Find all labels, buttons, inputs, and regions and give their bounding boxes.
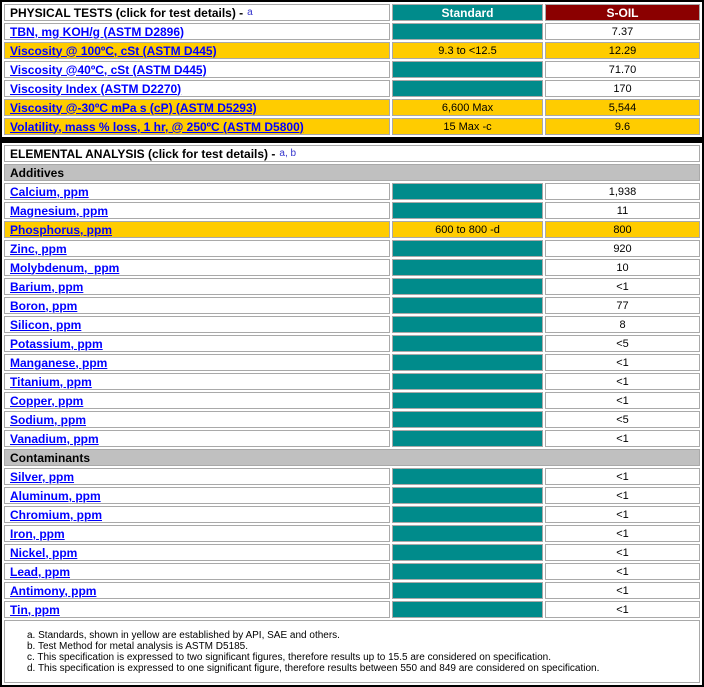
test-link-phosphorus-ppm[interactable]: Phosphorus, ppm xyxy=(10,222,112,237)
table-row xyxy=(4,506,700,523)
test-label-cell xyxy=(4,23,390,40)
test-label-cell xyxy=(4,354,390,371)
elemental-analysis-section xyxy=(4,164,700,618)
table-row xyxy=(4,601,700,618)
physical-tests-section xyxy=(4,23,700,135)
group-header-additives: Additives xyxy=(4,164,700,181)
result-value-cell: 10 xyxy=(545,259,700,276)
standard-filled-cell xyxy=(392,23,543,40)
test-link-viscosity-30-c-mpa-s-cp-astm-d5293[interactable]: Viscosity @-30ºC mPa s (cP) (ASTM D5293) xyxy=(10,100,257,115)
standard-value-cell: 9.3 to <12.5 xyxy=(392,42,543,59)
footnote-a: a. Standards, shown in yellow are established by API, SAE and others. xyxy=(27,630,340,641)
standard-filled-cell xyxy=(392,335,543,352)
test-label-cell xyxy=(4,563,390,580)
test-link-zinc-ppm[interactable]: Zinc, ppm xyxy=(10,241,67,256)
test-link-aluminum-ppm[interactable]: Aluminum, ppm xyxy=(10,488,101,503)
table-row xyxy=(4,392,700,409)
result-value-cell: <1 xyxy=(545,544,700,561)
result-value-cell: <1 xyxy=(545,506,700,523)
test-link-viscosity-40-c-cst-astm-d445[interactable]: Viscosity @40ºC, cSt (ASTM D445) xyxy=(10,62,207,77)
result-value-cell: <1 xyxy=(545,430,700,447)
table-row xyxy=(4,23,700,40)
test-label-cell xyxy=(4,335,390,352)
test-label-cell xyxy=(4,42,390,59)
table-row xyxy=(4,563,700,580)
test-link-tin-ppm[interactable]: Tin, ppm xyxy=(10,602,60,617)
result-value-cell: <1 xyxy=(545,354,700,371)
table-row xyxy=(4,487,700,504)
table-row xyxy=(4,468,700,485)
table-row xyxy=(4,316,700,333)
test-label-cell xyxy=(4,430,390,447)
result-value-cell: 12.29 xyxy=(545,42,700,59)
test-link-manganese-ppm[interactable]: Manganese, ppm xyxy=(10,355,108,370)
standard-filled-cell xyxy=(392,601,543,618)
standard-filled-cell xyxy=(392,259,543,276)
test-link-viscosity-index-astm-d2270[interactable]: Viscosity Index (ASTM D2270) xyxy=(10,81,182,96)
test-link-nickel-ppm[interactable]: Nickel, ppm xyxy=(10,545,78,560)
test-label-cell xyxy=(4,487,390,504)
test-label-cell xyxy=(4,316,390,333)
standard-filled-cell xyxy=(392,202,543,219)
test-label-cell xyxy=(4,61,390,78)
standard-value-cell: 6,600 Max xyxy=(392,99,543,116)
footnotes-block xyxy=(4,620,700,683)
standard-value-cell: 600 to 800 -d xyxy=(392,221,543,238)
result-value-cell: <5 xyxy=(545,335,700,352)
test-label-cell xyxy=(4,202,390,219)
result-value-cell: 71.70 xyxy=(545,61,700,78)
test-link-silicon-ppm[interactable]: Silicon, ppm xyxy=(10,317,82,332)
elemental-header-row xyxy=(4,145,700,162)
test-link-chromium-ppm[interactable]: Chromium, ppm xyxy=(10,507,102,522)
result-value-cell: 7.37 xyxy=(545,23,700,40)
group-header-row xyxy=(4,449,700,466)
table-row xyxy=(4,221,700,238)
test-link-sodium-ppm[interactable]: Sodium, ppm xyxy=(10,412,86,427)
standard-filled-cell xyxy=(392,411,543,428)
standard-filled-cell xyxy=(392,297,543,314)
test-link-potassium-ppm[interactable]: Potassium, ppm xyxy=(10,336,103,351)
standard-value-cell: 15 Max -c xyxy=(392,118,543,135)
table-row xyxy=(4,99,700,116)
result-value-cell: <1 xyxy=(545,487,700,504)
elemental-analysis-title: ELEMENTAL ANALYSIS (click for test details) - xyxy=(10,146,276,161)
test-link-vanadium-ppm[interactable]: Vanadium, ppm xyxy=(10,431,99,446)
standard-filled-cell xyxy=(392,373,543,390)
test-label-cell xyxy=(4,221,390,238)
test-label-cell xyxy=(4,525,390,542)
section-divider xyxy=(2,137,702,143)
table-row xyxy=(4,278,700,295)
test-link-magnesium-ppm[interactable]: Magnesium, ppm xyxy=(10,203,109,218)
footnote-ref-ab: a, b xyxy=(279,148,297,159)
result-value-cell: <1 xyxy=(545,392,700,409)
test-label-cell xyxy=(4,373,390,390)
test-label-cell xyxy=(4,118,390,135)
result-value-cell: <1 xyxy=(545,563,700,580)
standard-filled-cell xyxy=(392,61,543,78)
footnote-d: d. This specification is expressed to one significant figure, therefore results between 550 and 849 are considered on specification. xyxy=(27,663,600,674)
result-value-cell: <1 xyxy=(545,468,700,485)
result-value-cell: <5 xyxy=(545,411,700,428)
table-row xyxy=(4,373,700,390)
test-label-cell xyxy=(4,468,390,485)
standard-filled-cell xyxy=(392,525,543,542)
physical-tests-header xyxy=(4,4,390,21)
result-value-cell: 5,544 xyxy=(545,99,700,116)
test-label-cell xyxy=(4,544,390,561)
group-header-row xyxy=(4,164,700,181)
test-label-cell xyxy=(4,99,390,116)
standard-filled-cell xyxy=(392,544,543,561)
table-row xyxy=(4,118,700,135)
table-row xyxy=(4,240,700,257)
standard-filled-cell xyxy=(392,506,543,523)
footnote-ref-a: a xyxy=(247,7,253,18)
group-header-contaminants: Contaminants xyxy=(4,449,700,466)
test-link-molybdenum-ppm[interactable]: Molybdenum, ppm xyxy=(10,260,120,275)
test-label-cell xyxy=(4,582,390,599)
test-link-silver-ppm[interactable]: Silver, ppm xyxy=(10,469,75,484)
result-value-cell: 170 xyxy=(545,80,700,97)
standard-column-header: Standard xyxy=(392,4,543,21)
test-link-lead-ppm[interactable]: Lead, ppm xyxy=(10,564,71,579)
result-value-cell: 9.6 xyxy=(545,118,700,135)
standard-filled-cell xyxy=(392,278,543,295)
footnote-c: c. This specification is expressed to two significant figures, therefore results up to 15.5 are considered on specification. xyxy=(27,652,551,663)
table-row xyxy=(4,183,700,200)
table-row xyxy=(4,335,700,352)
table-row xyxy=(4,259,700,276)
test-link-boron-ppm[interactable]: Boron, ppm xyxy=(10,298,78,313)
standard-filled-cell xyxy=(392,240,543,257)
standard-filled-cell xyxy=(392,430,543,447)
result-value-cell: 8 xyxy=(545,316,700,333)
test-link-antimony-ppm[interactable]: Antimony, ppm xyxy=(10,583,97,598)
standard-filled-cell xyxy=(392,487,543,504)
standard-filled-cell xyxy=(392,183,543,200)
soil-column-header: S-OIL xyxy=(545,4,700,21)
standard-filled-cell xyxy=(392,582,543,599)
test-link-volatility-mass-loss-1-hr-250-c-astm-d5800[interactable]: Volatility, mass % loss, 1 hr, @ 250ºC (ASTM D5800) xyxy=(10,119,304,134)
test-label-cell xyxy=(4,392,390,409)
test-link-titanium-ppm[interactable]: Titanium, ppm xyxy=(10,374,92,389)
result-value-cell: 11 xyxy=(545,202,700,219)
test-label-cell xyxy=(4,183,390,200)
table-row xyxy=(4,297,700,314)
test-label-cell xyxy=(4,278,390,295)
result-value-cell: <1 xyxy=(545,525,700,542)
test-link-viscosity-100-c-cst-astm-d445[interactable]: Viscosity @ 100ºC, cSt (ASTM D445) xyxy=(10,43,217,58)
table-row xyxy=(4,42,700,59)
result-value-cell: <1 xyxy=(545,373,700,390)
test-label-cell xyxy=(4,80,390,97)
standard-filled-cell xyxy=(392,354,543,371)
table-row xyxy=(4,525,700,542)
test-link-iron-ppm[interactable]: Iron, ppm xyxy=(10,526,65,541)
result-value-cell: 800 xyxy=(545,221,700,238)
test-link-copper-ppm[interactable]: Copper, ppm xyxy=(10,393,84,408)
table-row xyxy=(4,582,700,599)
test-label-cell xyxy=(4,601,390,618)
result-value-cell: <1 xyxy=(545,278,700,295)
test-link-barium-ppm[interactable]: Barium, ppm xyxy=(10,279,84,294)
test-label-cell xyxy=(4,240,390,257)
result-value-cell: 1,938 xyxy=(545,183,700,200)
result-value-cell: 920 xyxy=(545,240,700,257)
table-row xyxy=(4,61,700,78)
test-label-cell xyxy=(4,411,390,428)
table-row xyxy=(4,354,700,371)
standard-filled-cell xyxy=(392,392,543,409)
result-value-cell: <1 xyxy=(545,582,700,599)
table-row xyxy=(4,430,700,447)
elemental-analysis-header xyxy=(4,145,700,162)
test-link-tbn-mg-koh-g-astm-d2896[interactable]: TBN, mg KOH/g (ASTM D2896) xyxy=(10,24,185,39)
table-row xyxy=(4,80,700,97)
table-row xyxy=(4,411,700,428)
footnote-b: b. Test Method for metal analysis is ASTM D5185. xyxy=(27,641,249,652)
standard-filled-cell xyxy=(392,80,543,97)
test-link-calcium-ppm[interactable]: Calcium, ppm xyxy=(10,184,89,199)
test-label-cell xyxy=(4,259,390,276)
result-value-cell: 77 xyxy=(545,297,700,314)
test-label-cell xyxy=(4,297,390,314)
standard-filled-cell xyxy=(392,563,543,580)
table-header-row xyxy=(4,4,700,21)
physical-tests-title: PHYSICAL TESTS (click for test details) - xyxy=(10,5,244,20)
test-label-cell xyxy=(4,506,390,523)
table-row xyxy=(4,202,700,219)
standard-filled-cell xyxy=(392,316,543,333)
result-value-cell: <1 xyxy=(545,601,700,618)
table-row xyxy=(4,544,700,561)
standard-filled-cell xyxy=(392,468,543,485)
